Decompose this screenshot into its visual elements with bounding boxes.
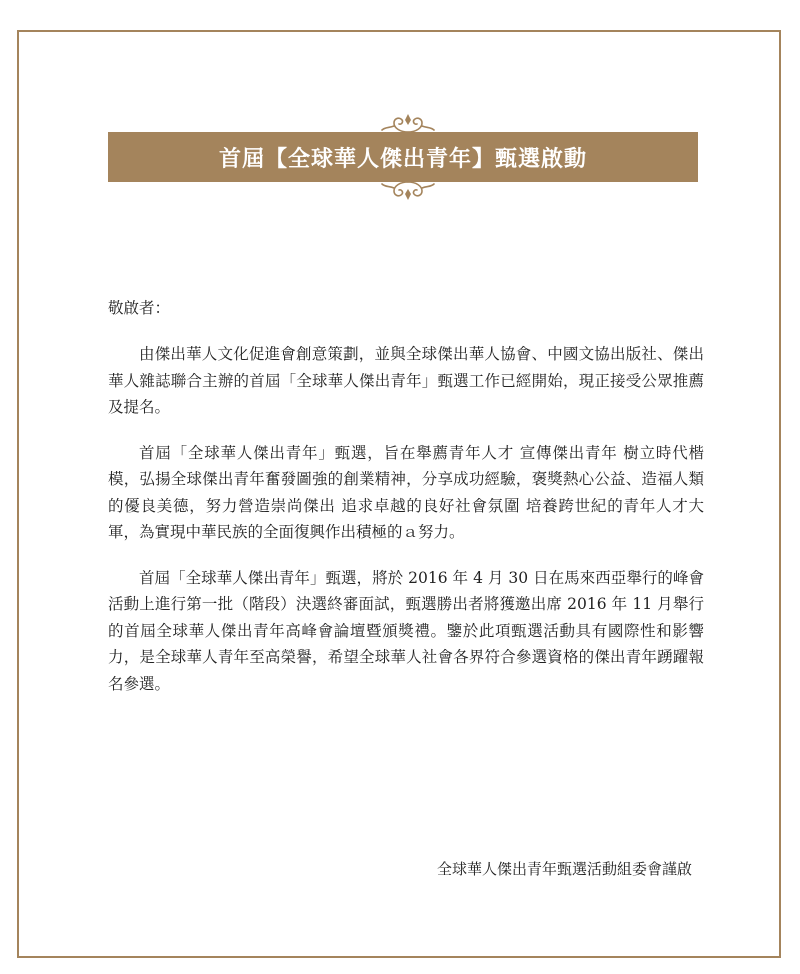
salutation: 敬啟者：: [108, 299, 171, 317]
paragraph-schedule: 首屆「全球華人傑出青年」甄選，將於 2016 年 4 月 30 日在馬來西亞舉行的峰會活動上進行第一批（階段）決選終審面試，甄選勝出者將獲邀出席 2016 年 11 月舉行的首屆全球華人傑出青年高峰會論壇暨頒獎禮。鑒於此項甄選活動具有國際性和影響力，是全球華人青年至高榮譽，希望全球華人社會各界符合參選資格的傑出青年踴躍報名參選。: [108, 568, 704, 693]
letter-body: [108, 295, 704, 716]
scroll-ornament-bottom-icon: [380, 180, 436, 202]
scroll-ornament-top-icon: [380, 112, 436, 134]
page-title: 首屆【全球華人傑出青年】甄選啟動: [218, 146, 587, 172]
signature: 全球華人傑出青年甄選活動組委會謹啟: [436, 860, 692, 878]
paragraph-intro: 由傑出華人文化促進會創意策劃，並與全球傑出華人協會、中國文協出版社、傑出華人雜誌聯合主辦的首屆「全球華人傑出青年」甄選工作已經開始，現正接受公眾推薦及提名。: [108, 345, 704, 416]
paragraph-purpose: 首屆「全球華人傑出青年」甄選，旨在舉薦青年人才 宣傳傑出青年 樹立時代楷模，弘揚全球傑出青年奮發圖強的創業精神，分享成功經驗，褒獎熱心公益、造福人類的優良美德，努力營造崇尚傑出 追求卓越的良好社會氛圍 培養跨世紀的青年人才大軍，為實現中華民族的全面復興作出積極的ａ努力。: [108, 443, 704, 541]
title-banner: [108, 132, 698, 182]
